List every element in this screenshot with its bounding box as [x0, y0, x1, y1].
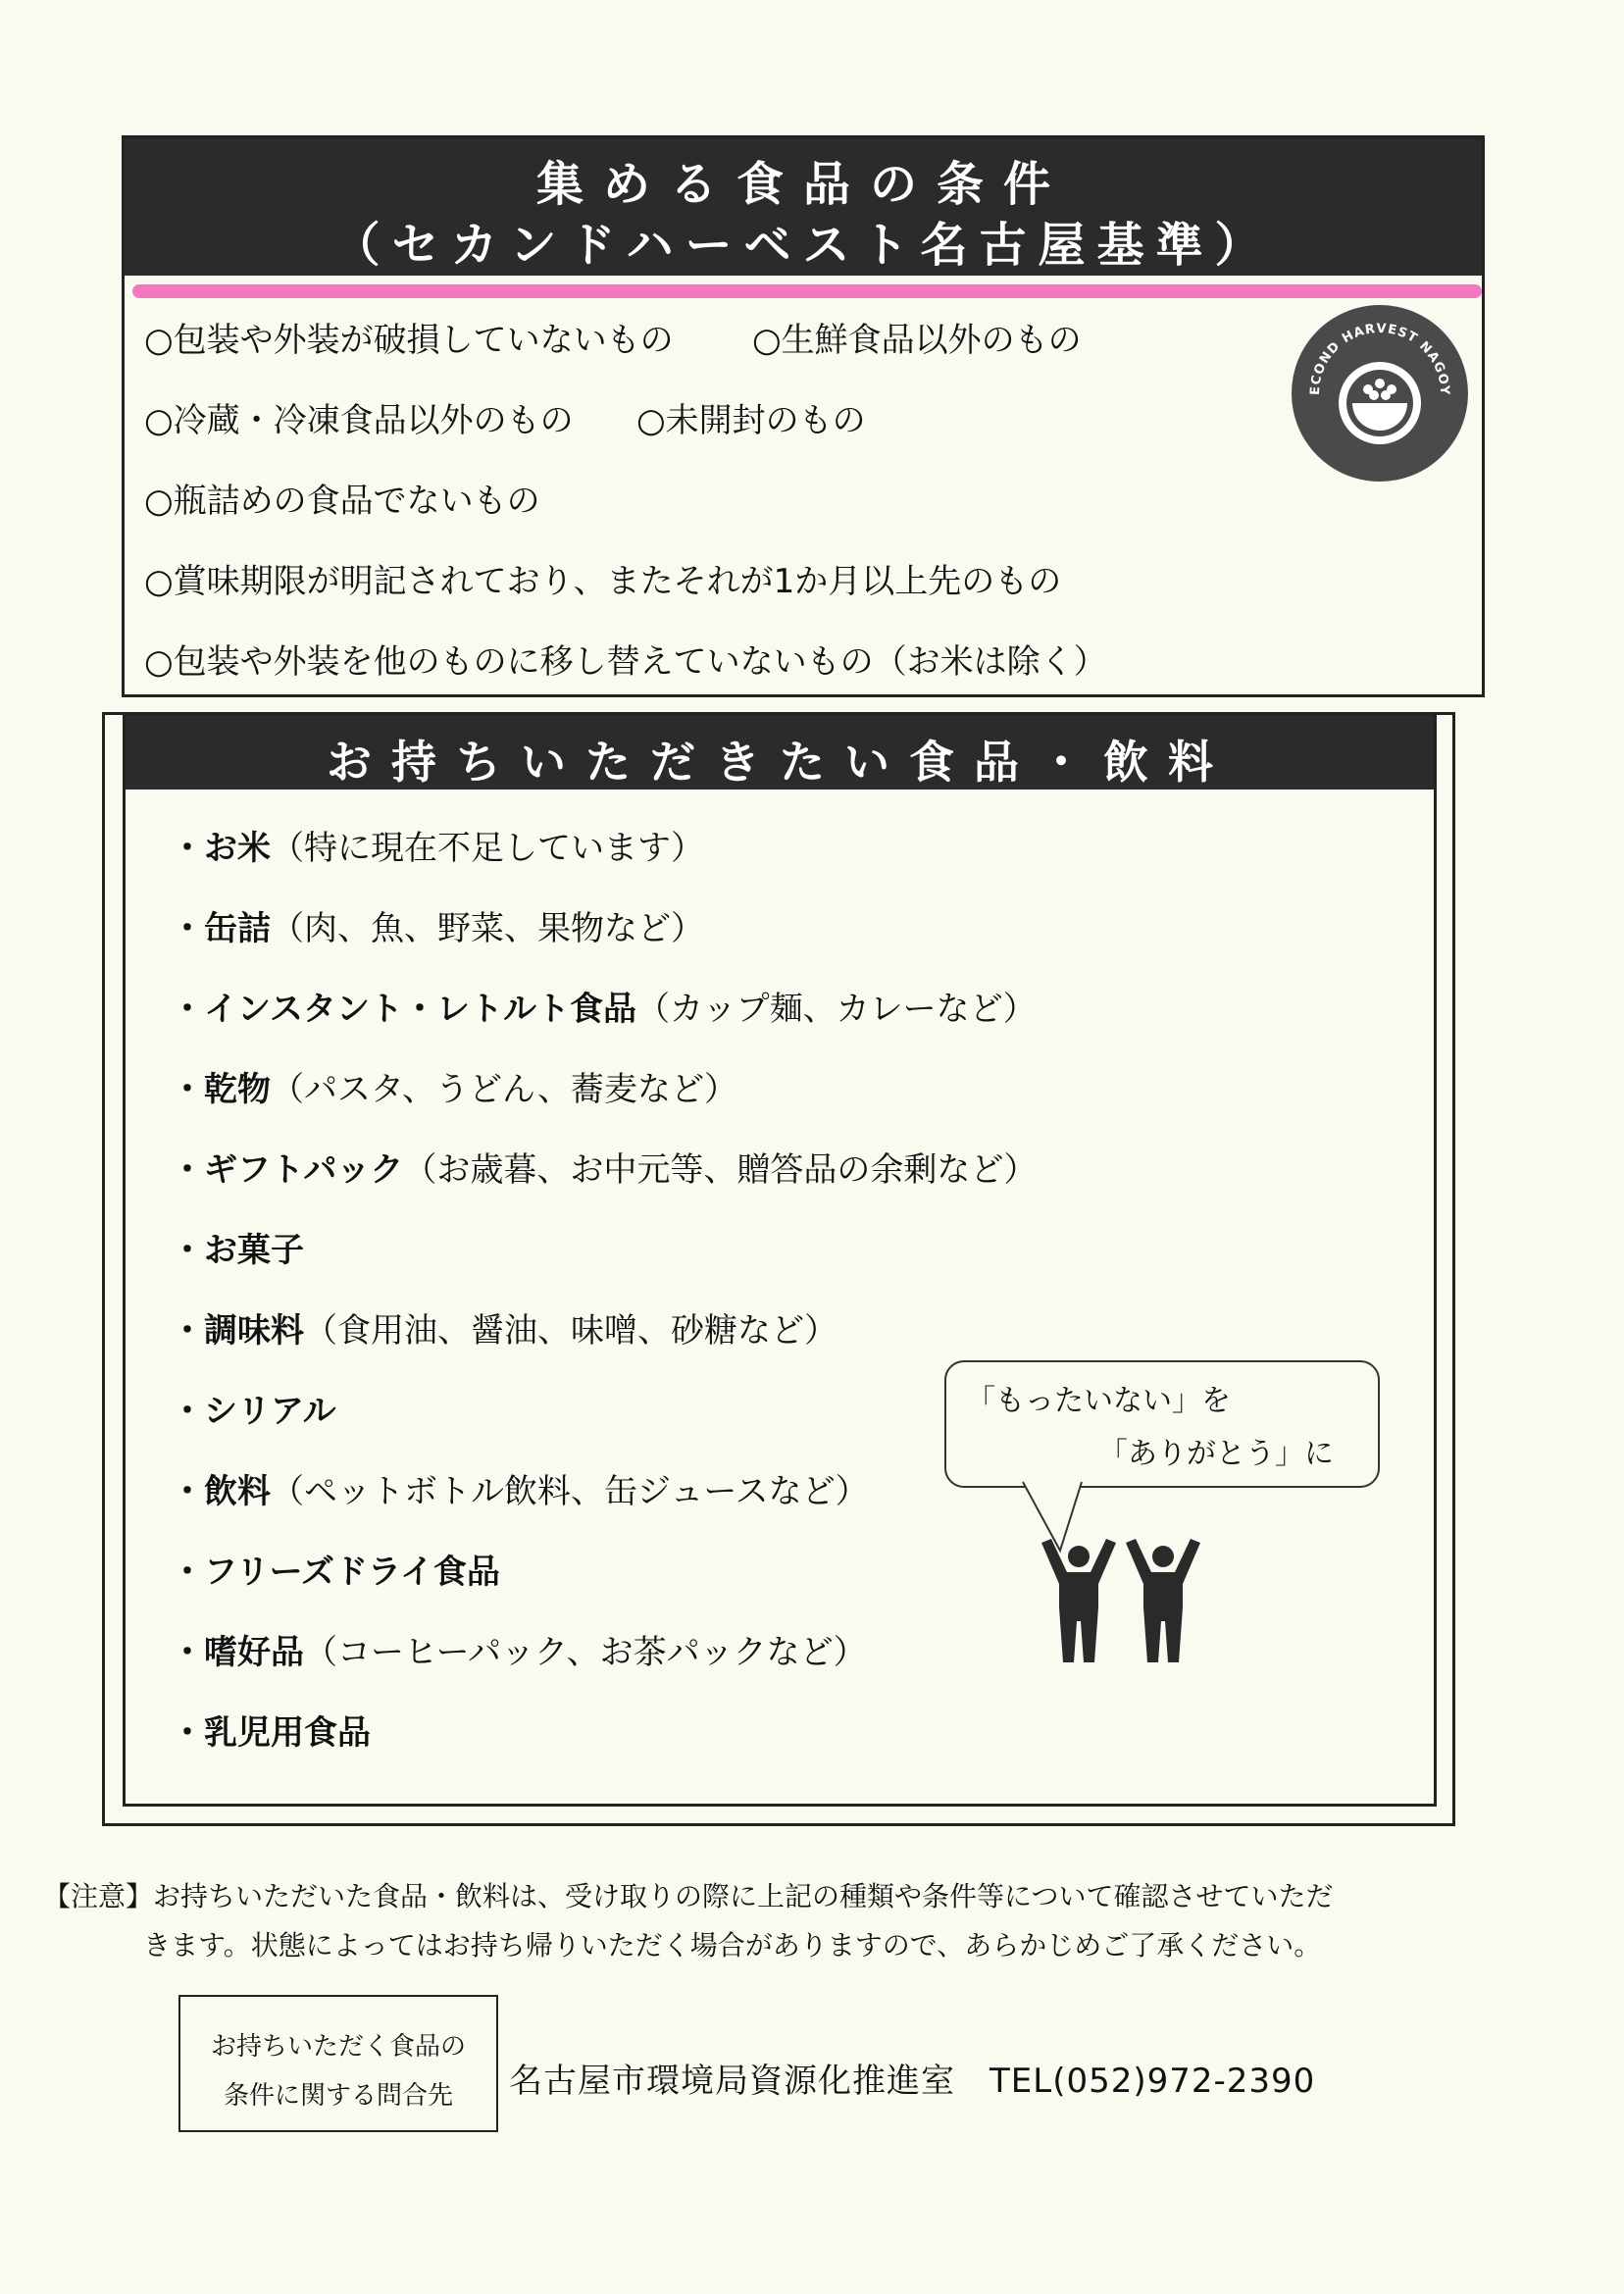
food-item: ・ギフトパック（お歳暮、お中元等、贈答品の余剰など） — [171, 1150, 1038, 1190]
food-item: ・缶詰（肉、魚、野菜、果物など） — [171, 909, 704, 948]
condition-item: ○賞味期限が明記されており、またそれが1か月以上先のもの — [144, 562, 1062, 601]
svg-text:SECOND HARVEST NAGOYA: ECOND HARVEST NAGOY — [1307, 321, 1452, 396]
notice-line-1: 【注意】お持ちいただいた食品・飲料は、受け取りの際に上記の種類や条件等について確認させていただ — [43, 1880, 1334, 1912]
conditions-section — [122, 135, 1485, 697]
food-item: ・調味料（食用油、醤油、味噌、砂糖など） — [171, 1311, 837, 1351]
contact-label-line-1: お持ちいただく食品の — [210, 2032, 466, 2062]
food-item: ・インスタント・レトルト食品（カップ麺、カレーなど） — [171, 990, 1037, 1029]
conditions-title: 集める食品の条件 — [535, 157, 1070, 212]
foods-title: お持ちいただきたい食品・飲料 — [327, 736, 1233, 789]
foods-panel — [123, 715, 1437, 1807]
foods-section — [102, 712, 1455, 1826]
second-harvest-logo-icon — [1292, 305, 1468, 482]
contact-office: 名古屋市環境局資源化推進室 TEL(052)972-2390 — [509, 2062, 1316, 2101]
conditions-subtitle: （セカンドハーベスト名古屋基準） — [332, 218, 1274, 273]
food-item: ・乳児用食品 — [171, 1713, 371, 1753]
condition-item: ○包装や外装を他のものに移し替えていないもの（お米は除く） — [144, 642, 1107, 682]
food-item: ・飲料（ペットボトル飲料、缶ジュースなど） — [171, 1472, 869, 1511]
condition-item: ○未開封のもの — [636, 401, 866, 440]
condition-item: ○冷蔵・冷凍食品以外のもの — [144, 401, 574, 440]
contact-label-box — [178, 1995, 498, 2132]
food-item: ・乾物（パスタ、うどん、蕎麦など） — [171, 1070, 737, 1109]
contact-label-line-2: 条件に関する問合先 — [223, 2081, 453, 2111]
condition-item: ○包装や外装が破損していないもの — [144, 321, 674, 360]
food-item: ・お菓子 — [171, 1231, 304, 1270]
highlight-stripe — [132, 284, 1482, 298]
notice-line-2: きます。状態によってはお持ち帰りいただく場合がありますので、あらかじめご了承ください。 — [143, 1929, 1322, 1962]
bubble-line-2: 「ありがとう」に — [1098, 1437, 1334, 1471]
food-item: ・お米（特に現在不足しています） — [171, 829, 704, 868]
food-item: ・シリアル — [171, 1392, 336, 1431]
condition-item: ○生鮮食品以外のもの — [752, 321, 1082, 360]
speech-bubble — [944, 1360, 1380, 1488]
conditions-header — [125, 138, 1482, 276]
foods-header — [126, 715, 1434, 790]
condition-item: ○瓶詰めの食品でないもの — [144, 482, 540, 521]
food-item: ・フリーズドライ食品 — [171, 1553, 500, 1592]
bubble-line-1: 「もったいない」を — [966, 1384, 1231, 1418]
cheering-people-icon — [1038, 1539, 1204, 1666]
food-item: ・嗜好品（コーヒーパック、お茶パックなど） — [171, 1633, 867, 1672]
